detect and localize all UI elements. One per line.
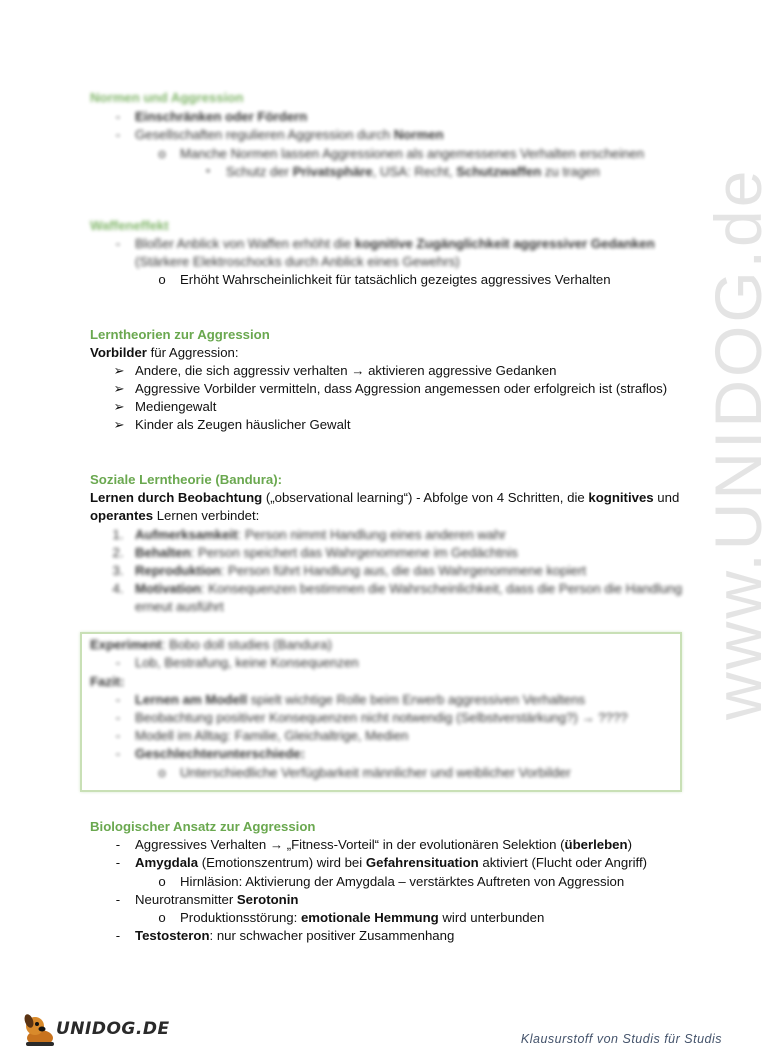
lerntheorien-item: Mediengewalt — [135, 399, 217, 414]
dash-marker: - — [115, 127, 121, 142]
footer-tagline: Klausurstoff von Studis für Studis — [520, 1032, 722, 1046]
arrow-marker: ➢ — [113, 417, 125, 432]
step-number: 3. — [112, 563, 124, 578]
bio-bullet-3: Neurotransmitter Serotonin — [135, 892, 299, 907]
sozial-para-2: operantes Lernen verbindet: — [90, 508, 260, 523]
circle-marker: o — [158, 146, 166, 161]
fazit-item: Modell im Alltag: Familie, Gleichaltrige, Medien — [135, 728, 409, 743]
dash-marker: - — [115, 692, 121, 707]
step-number: 4. — [112, 581, 124, 596]
lerntheorien-item: Aggressive Vorbilder vermitteln, dass Aggression angemessen oder erfolgreich ist (straflos) — [135, 381, 668, 396]
bio-bullet-2: Amygdala (Emotionszentrum) wird bei Gefahrensituation aktiviert (Flucht oder Angriff) — [135, 855, 648, 870]
lerntheorien-intro: Vorbilder für Aggression: — [90, 345, 239, 360]
sozial-step: Aufmerksamkeit: Person nimmt Handlung eines anderen wahr — [135, 527, 506, 542]
sozial-step: Motivation: Konsequenzen bestimmen die Wahrscheinlichkeit, dass die Person die Handlung — [135, 581, 683, 596]
dash-marker: - — [115, 928, 121, 943]
sozial-step-4-cont: erneut ausführt — [135, 599, 224, 614]
normen-bullet-1: Einschränken oder Fördern — [135, 109, 308, 124]
dash-marker: - — [115, 728, 121, 743]
circle-marker: o — [158, 765, 166, 780]
lerntheorien-item: Andere, die sich aggressiv verhalten → aktivieren aggressive Gedanken — [135, 363, 557, 378]
heading-bio: Biologischer Ansatz zur Aggression — [90, 819, 316, 834]
sozial-step: Behalten: Person speichert das Wahrgenommene im Gedächtnis — [135, 545, 518, 560]
unidog-logo — [22, 1012, 170, 1048]
arrow-marker: ➢ — [113, 363, 125, 378]
bio-bullet-1: Aggressives Verhalten → „Fitness-Vorteil“ in der evolutionären Selektion (überleben) — [135, 837, 632, 852]
normen-sub-1: Manche Normen lassen Aggressionen als angemessenes Verhalten erscheinen — [180, 146, 645, 161]
normen-bullet-2: Gesellschaften regulieren Aggression durch Normen — [135, 127, 444, 142]
dash-marker: - — [115, 837, 121, 852]
bio-sub-1: Hirnläsion: Aktivierung der Amygdala – verstärktes Auftreten von Aggression — [180, 874, 625, 889]
circle-marker: o — [158, 272, 166, 287]
waffen-bullet-1-cont: (Stärkere Elektroschocks durch Anblick eines Gewehrs) — [135, 254, 460, 269]
square-marker: ▪ — [206, 166, 210, 177]
normen-subsub-1: Schutz der Privatsphäre, USA: Recht, Schutzwaffen zu tragen — [226, 164, 600, 179]
dash-marker: - — [115, 236, 121, 251]
dash-marker: - — [115, 892, 121, 907]
heading-lerntheorien: Lerntheorien zur Aggression — [90, 327, 270, 342]
waffen-bullet-1: Bloßer Anblick von Waffen erhöht die kognitive Zugänglichkeit aggressiver Gedanken — [135, 236, 655, 251]
experiment-line: Experiment: Bobo doll studies (Bandura) — [90, 637, 332, 652]
dash-marker: - — [115, 109, 121, 124]
dash-marker: - — [115, 655, 121, 670]
bio-sub-2: Produktionsstörung: emotionale Hemmung wird unterbunden — [180, 910, 545, 925]
step-number: 2. — [112, 545, 124, 560]
waffen-sub-1: Erhöht Wahrscheinlichkeit für tatsächlich gezeigtes aggressives Verhalten — [180, 272, 611, 287]
fazit-item: Geschlechterunterschiede: — [135, 746, 306, 761]
logo-text: UNIDOG.DE — [56, 1019, 170, 1039]
experiment-sub: Lob, Bestrafung, keine Konsequenzen — [135, 655, 359, 670]
dash-marker: - — [115, 710, 121, 725]
dash-marker: - — [115, 746, 121, 761]
sozial-para-1: Lernen durch Beobachtung („observational learning“) - Abfolge von 4 Schritten, die kognitives und — [90, 490, 680, 505]
heading-waffen: Waffeneffekt — [90, 218, 169, 233]
fazit-item: Lernen am Modell spielt wichtige Rolle beim Erwerb aggressiven Verhaltens — [135, 692, 586, 707]
fazit-label: Fazit: — [90, 674, 125, 689]
dog-mascot-icon — [22, 1012, 58, 1048]
fazit-item: Beobachtung positiver Konsequenzen nicht notwendig (Selbstverstärkung?) → ???? — [135, 710, 628, 725]
circle-marker: o — [158, 874, 166, 889]
arrow-marker: ➢ — [113, 399, 125, 414]
step-number: 1. — [112, 527, 124, 542]
circle-marker: o — [158, 910, 166, 925]
lerntheorien-item: Kinder als Zeugen häuslicher Gewalt — [135, 417, 351, 432]
sozial-step: Reproduktion: Person führt Handlung aus, die das Wahrgenommene kopiert — [135, 563, 587, 578]
bio-bullet-4: Testosteron: nur schwacher positiver Zusammenhang — [135, 928, 455, 943]
watermark: www.UNIDOG.de — [701, 167, 775, 720]
dash-marker: - — [115, 855, 121, 870]
arrow-marker: ➢ — [113, 381, 125, 396]
heading-sozial: Soziale Lerntheorie (Bandura): — [90, 472, 282, 487]
fazit-sub: Unterschiedliche Verfügbarkeit männlicher und weiblicher Vorbilder — [180, 765, 571, 780]
heading-normen: Normen und Aggression — [90, 90, 244, 105]
